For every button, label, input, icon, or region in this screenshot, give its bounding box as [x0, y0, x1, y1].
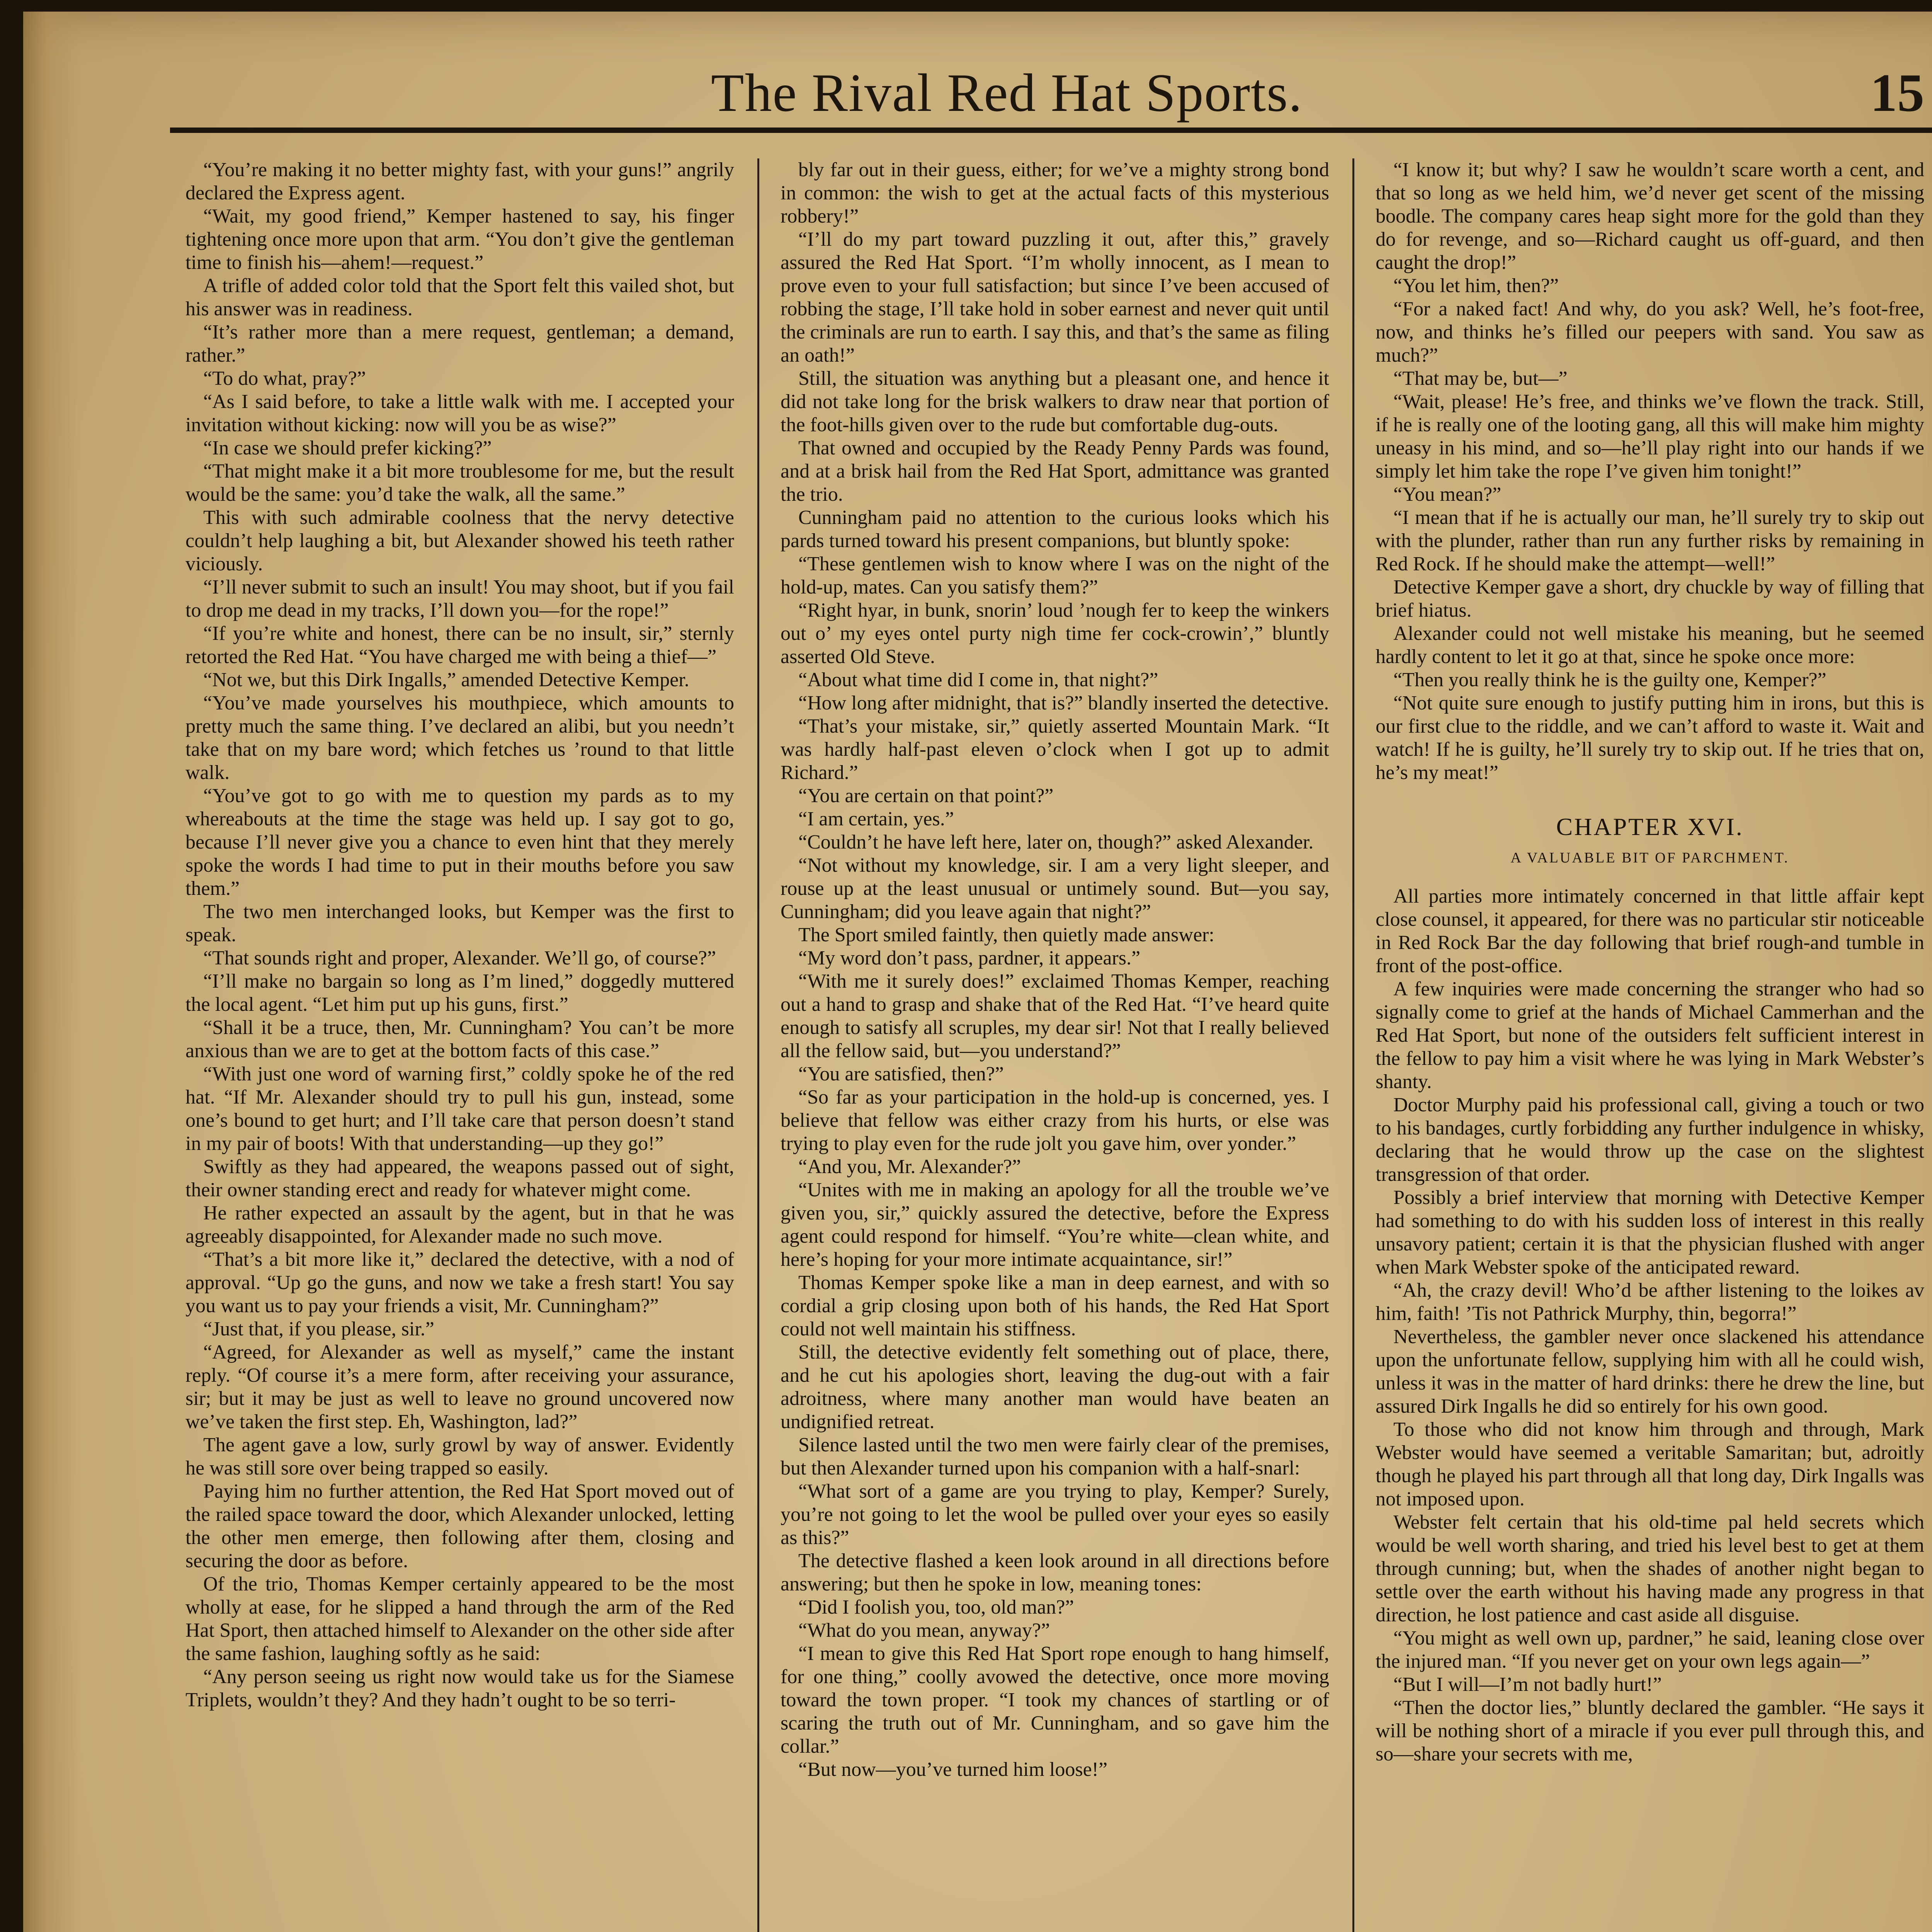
paragraph: “As I said before, to take a little walk with me. I accepted your invitation without kicking: now will you be as wise?”	[185, 391, 734, 436]
paragraph: “You are certain on that point?”	[798, 785, 1054, 807]
paragraph: Alexander could not well mistake his meaning, but he seemed hardly content to let it go at that, since he spoke once more:	[1376, 622, 1924, 668]
paragraph: “If you’re white and honest, there can be no insult, sir,” sternly retorted the Red Hat. “You have charged me with being a thief—”	[185, 622, 734, 668]
paragraph: “I am certain, yes.”	[798, 808, 954, 830]
paragraph: “Shall it be a truce, then, Mr. Cunningham? You can’t be more anxious than we are to get at the bottom facts of this case.”	[185, 1017, 734, 1062]
paragraph: Still, the situation was anything but a pleasant one, and hence it did not take long for the brisk walkers to draw near that portion of the foot-hills given over to the rude but comfortable dug-outs.	[781, 367, 1329, 436]
chapter-heading: CHAPTER XVI.	[1556, 813, 1744, 840]
paragraph: A few inquiries were made concerning the stranger who had so signally come to grief at the hands of Michael Cammerhan and the Red Hat Sport, but none of the outsiders felt sufficient interest in the fellow to pay him a visit where he was lying in Mark Webster’s shanty.	[1376, 978, 1924, 1093]
paragraph: “My word don’t pass, pardner, it appears.”	[798, 947, 1141, 969]
paragraph: “But now—you’ve turned him loose!”	[798, 1759, 1108, 1781]
paragraph: “That sounds right and proper, Alexander. We’ll go, of course?”	[203, 947, 716, 969]
paragraph: “Not quite sure enough to justify putting him in irons, but this is our first clue to the riddle, and we can’t afford to waste it. Wait and watch! If he is guilty, he’ll surely try to skip out. If he tries that on, he’s my meat!”	[1376, 692, 1924, 784]
paragraph: “Ah, the crazy devil! Who’d be afther listening to the loikes av him, faith! ’Tis not Pathrick Murphy, thin, begorra!”	[1376, 1279, 1924, 1325]
paragraph: Silence lasted until the two men were fairly clear of the premises, but then Alexander turned upon his companion with a half-snarl:	[781, 1434, 1329, 1479]
paragraph: “What sort of a game are you trying to play, Kemper? Surely, you’re not going to let the wool be pulled over your eyes so easily as this?”	[781, 1480, 1329, 1549]
column-2	[781, 158, 1329, 1932]
paragraph: “Any person seeing us right now would take us for the Siamese Triplets, wouldn’t they? And they hadn’t ought to be so terri-	[185, 1666, 734, 1711]
paragraph: The Sport smiled faintly, then quietly made answer:	[798, 924, 1214, 946]
paragraph: A trifle of added color told that the Sport felt this vailed shot, but his answer was in readiness.	[185, 275, 734, 320]
paragraph: The detective flashed a keen look around in all directions before answering; but then he spoke in low, meaning tones:	[781, 1550, 1329, 1595]
text-columns	[185, 158, 1924, 1932]
paragraph: “I know it; but why? I saw he wouldn’t scare worth a cent, and that so long as we held him, we’d never get scent of the missing boodle. The company cares heap sight more for the gold than they do for revenge, and so—Richard caught us off-guard, and then caught the drop!”	[1376, 159, 1924, 274]
paragraph: Webster felt certain that his old-time pal held secrets which would be well worth sharing, and tried his level best to get at them through cunning; but, when the shades of another night began to settle over the earth without his having made any progress in that direction, he lost patience and cast aside all disguise.	[1376, 1511, 1924, 1626]
paragraph: “In case we should prefer kicking?”	[203, 437, 492, 459]
paragraph: “What do you mean, anyway?”	[798, 1619, 1050, 1641]
paragraph: The two men interchanged looks, but Kemper was the first to speak.	[185, 901, 734, 946]
paragraph: “So far as your participation in the hold-up is concerned, yes. I believe that fellow was either crazy from his hurts, or else was trying to play even for the rude jolt you gave him, over yonder.”	[781, 1086, 1329, 1155]
paragraph: “Did I foolish you, too, old man?”	[798, 1596, 1074, 1618]
paragraph: “It’s rather more than a mere request, gentleman; a demand, rather.”	[185, 321, 734, 366]
paragraph: “You’ve got to go with me to question my pards as to my whereabouts at the time the stage was held up. I say got to go, because I’ll never give you a chance to even hint that they merely spoke the words I had time to put in their mouths before you saw them.”	[185, 785, 734, 900]
paragraph: Of the trio, Thomas Kemper certainly appeared to be the most wholly at ease, for he slipped a hand through the arm of the Red Hat Sport, then attached himself to Alexander on the other side after the same fashion, laughing softly as he said:	[185, 1573, 734, 1665]
paragraph: “But I will—I’m not badly hurt!”	[1393, 1673, 1662, 1696]
paragraph: bly far out in their guess, either; for we’ve a mighty strong bond in common: the wish to get at the actual facts of this mysterious robbery!”	[781, 159, 1329, 227]
paragraph: That owned and occupied by the Ready Penny Pards was found, and at a brisk hail from the Red Hat Sport, admittance was granted the trio.	[781, 437, 1329, 505]
paragraph: “And you, Mr. Alexander?”	[798, 1156, 1021, 1178]
paragraph: Cunningham paid no attention to the curious looks which his pards turned toward his present companions, but bluntly spoke:	[781, 507, 1329, 552]
paragraph: “You let him, then?”	[1393, 275, 1559, 297]
column-3	[1376, 158, 1924, 1932]
paragraph: The agent gave a low, surly growl by way of answer. Evidently he was still sore over being trapped so easily.	[185, 1434, 734, 1479]
paragraph: “Couldn’t he have left here, later on, though?” asked Alexander.	[798, 831, 1314, 853]
paragraph: “I’ll do my part toward puzzling it out, after this,” gravely assured the Red Hat Sport. “I’m wholly innocent, as I mean to prove even to your full satisfaction; but since I’ve been accused of robbing the stage, I’ll take hold in sober earnest and never quit until the criminals are run to earth. I say this, and that’s the same as filing an oath!”	[781, 228, 1329, 366]
paragraph: “You are satisfied, then?”	[798, 1063, 1004, 1085]
paragraph: “I’ll make no bargain so long as I’m lined,” doggedly muttered the local agent. “Let him put up his guns, first.”	[185, 970, 734, 1015]
paragraph: “Just that, if you please, sir.”	[203, 1318, 434, 1340]
paragraph: “I mean to give this Red Hat Sport rope enough to hang himself, for one thing,” coolly avowed the detective, once more moving toward the town proper. “I took my chances of startling or of scaring the truth out of Mr. Cunningham, and so gave him the collar.”	[781, 1643, 1329, 1757]
paragraph: “Right hyar, in bunk, snorin’ loud ’nough fer to keep the winkers out o’ my eyes ontel purty nigh time fer cock-crowin’,” bluntly asserted Old Steve.	[781, 599, 1329, 668]
paragraph: Paying him no further attention, the Red Hat Sport moved out of the railed space toward the door, which Alexander unlocked, letting the other men emerge, then following after them, closing and securing the door as before.	[185, 1480, 734, 1572]
paragraph: “You’ve made yourselves his mouthpiece, which amounts to pretty much the same thing. I’ve declared an alibi, but you needn’t take that on my bare word; which fetches us ’round to that little walk.	[185, 692, 734, 784]
paragraph: Still, the detective evidently felt something out of place, there, and he cut his apologies short, leaving the dug-out with a fair adroitness, where many another man would have beaten an undignified retreat.	[781, 1341, 1329, 1433]
paragraph: Thomas Kemper spoke like a man in deep earnest, and with so cordial a grip closing upon both of his hands, the Red Hat Sport could not well maintain his stiffness.	[781, 1272, 1329, 1340]
paragraph: “Not we, but this Dirk Ingalls,” amended Detective Kemper.	[203, 669, 689, 691]
column-divider	[1352, 158, 1354, 1932]
paragraph: Nevertheless, the gambler never once slackened his attendance upon the unfortunate fellow, supplying him with all he could wish, unless it was in the matter of hard drinks: there he drew the line, but assured Dirk Ingalls he did so entirely for his own good.	[1376, 1326, 1924, 1417]
paragraph: “You might as well own up, pardner,” he said, leaning close over the injured man. “If you never get on your own legs again—”	[1376, 1627, 1924, 1672]
binding-edge	[23, 12, 81, 1932]
paragraph: He rather expected an assault by the agent, but in that he was agreeably disappointed, for Alexander made no such move.	[185, 1202, 734, 1247]
paragraph: “That might make it a bit more troublesome for me, but the result would be the same: you’d take the walk, all the same.”	[185, 460, 734, 505]
paragraph: “How long after midnight, that is?” blandly inserted the detective.	[798, 692, 1329, 714]
paragraph: “You mean?”	[1393, 483, 1502, 505]
paragraph: “Then you really think he is the guilty one, Kemper?”	[1393, 669, 1827, 691]
column-3-text-after-chapter	[1376, 885, 1924, 1766]
header-rule	[170, 128, 1932, 133]
column-3-text-before-chapter	[1376, 158, 1924, 784]
paragraph: Doctor Murphy paid his professional call, giving a touch or two to his bandages, curtly forbidding any further indulgence in whisky, declaring that he would throw up the case on the slightest transgression of that order.	[1376, 1094, 1924, 1185]
running-title: The Rival Red Hat Sports.	[711, 63, 1303, 123]
paragraph: “To do what, pray?”	[203, 367, 366, 389]
column-1	[185, 158, 734, 1932]
column-divider	[757, 158, 759, 1932]
paragraph: To those who did not know him through and through, Mark Webster would have seemed a veritable Samaritan; but, adroitly though he played his part through all that long day, Dirk Ingalls was not imposed upon.	[1376, 1418, 1924, 1510]
magazine-page	[23, 12, 1932, 1932]
paragraph: “Then the doctor lies,” bluntly declared the gambler. “He says it will be nothing short of a miracle if you ever pull through this, and so—share your secrets with me,	[1376, 1697, 1924, 1765]
paragraph: “I’ll never submit to such an insult! You may shoot, but if you fail to drop me dead in my tracks, I’ll down you—for the rope!”	[185, 576, 734, 621]
paragraph: “I mean that if he is actually our man, he’ll surely try to skip out with the plunder, rather than run any further risks by remaining in Red Rock. If he should make the attempt—well!”	[1376, 507, 1924, 575]
paragraph: Swiftly as they had appeared, the weapons passed out of sight, their owner standing erect and ready for whatever might come.	[185, 1156, 734, 1201]
paragraph: All parties more intimately concerned in that little affair kept close counsel, it appeared, for there was no particular stir noticeable in Red Rock Bar the day following that brief rough-and tumble in front of the post-office.	[1376, 885, 1924, 977]
page-number: 15	[1870, 63, 1924, 123]
paragraph: “Unites with me in making an apology for all the trouble we’ve given you, sir,” quickly assured the detective, before the Express agent could respond for himself. “You’re white—clean white, and here’s hoping for your more intimate acquaintance, sir!”	[781, 1179, 1329, 1270]
paragraph: This with such admirable coolness that the nervy detective couldn’t help laughing a bit, but Alexander showed his teeth rather viciously.	[185, 507, 734, 575]
paragraph: “That’s your mistake, sir,” quietly asserted Mountain Mark. “It was hardly half-past eleven o’clock when I got up to admit Richard.”	[781, 715, 1329, 784]
paragraph: Possibly a brief interview that morning with Detective Kemper had something to do with his sudden loss of interest in this really unsavory patient; certain it is that the physician flushed with anger when Mark Webster spoke of the anticipated reward.	[1376, 1187, 1924, 1278]
chapter-subheading: A VALUABLE BIT OF PARCHMENT.	[1510, 850, 1789, 866]
paragraph: “Not without my knowledge, sir. I am a very light sleeper, and rouse up at the least unusual or untimely sound. But—you say, Cunningham; did you leave again that night?”	[781, 854, 1329, 923]
paragraph: “With just one word of warning first,” coldly spoke he of the red hat. “If Mr. Alexander should try to pull his gun, instead, some one’s bound to get hurt; and I’ll take care that person doesn’t stand in my pair of boots! With that understanding—up they go!”	[185, 1063, 734, 1155]
paragraph: “You’re making it no better mighty fast, with your guns!” angrily declared the Express agent.	[185, 159, 734, 204]
paragraph: “These gentlemen wish to know where I was on the night of the hold-up, mates. Can you satisfy them?”	[781, 553, 1329, 598]
paragraph: “Agreed, for Alexander as well as myself,” came the instant reply. “Of course it’s a mere form, after receiving your assurance, sir; but it may be just as well to leave no ground uncovered now we’ve taken the first step. Eh, Washington, lad?”	[185, 1341, 734, 1433]
paragraph: “With me it surely does!” exclaimed Thomas Kemper, reaching out a hand to grasp and shake that of the Red Hat. “I’ve heard quite enough to satisfy all scruples, my dear sir! Not that I really believed all the fellow said, but—you understand?”	[781, 970, 1329, 1062]
paragraph: “For a naked fact! And why, do you ask? Well, he’s foot-free, now, and thinks he’s filled our peepers with sand. You saw as much?”	[1376, 298, 1924, 366]
paragraph: “Wait, my good friend,” Kemper hastened to say, his finger tightening once more upon that arm. “You don’t give the gentleman time to finish his—ahem!—request.”	[185, 205, 734, 274]
paragraph: “Wait, please! He’s free, and thinks we’ve flown the track. Still, if he is really one of the looting gang, all this will make him mighty uneasy in his mind, and so—he’ll play right into our hands if we simply let him take the rope I’ve given him tonight!”	[1376, 391, 1924, 482]
paragraph: “That’s a bit more like it,” declared the detective, with a nod of approval. “Up go the guns, and now we take a fresh start! You say you want us to pay your friends a visit, Mr. Cunningham?”	[185, 1248, 734, 1317]
paragraph: “About what time did I come in, that night?”	[798, 669, 1158, 691]
paragraph: “That may be, but—”	[1393, 367, 1568, 389]
paragraph: Detective Kemper gave a short, dry chuckle by way of filling that brief hiatus.	[1376, 576, 1924, 621]
